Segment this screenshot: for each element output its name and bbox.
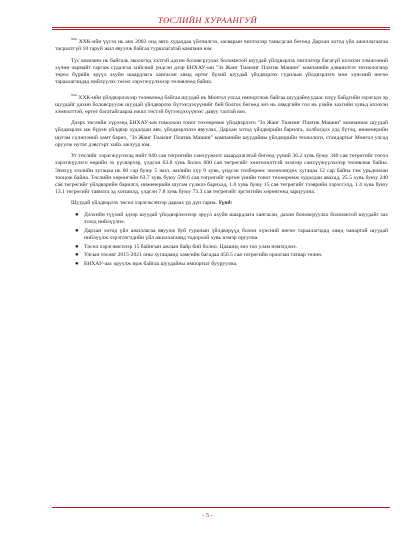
paragraph-text: Дээрх төслийн хүрээнд БНХАУ-ын томоохон тоног төхөөрөмж үйлдвэрлэгч "Зэ Жанг Тианзнг Платик Машин" компаниас шуудай үйлдвэрлэх иж бүрэн үйлдвэр худалдан авч, үйлдвэрлэлээ явуулах, Дархан хотод үйлдвэрийн барилга, холбогдох дэд бүтэц, инженерийн шугам сүлжээний хамт барих, "Зэ Жанг Тианзнг Платик Машин" компанийн шуудайны үйлдвэрийн технологи, стандартыг Монгол улсад оруулж нутаг дэвсгэрт хийх ажлууд юм. [55, 120, 388, 148]
list-item [75, 252, 388, 259]
targets-list [55, 212, 388, 268]
paragraph-plan [55, 58, 388, 86]
paragraph-history [55, 35, 388, 53]
bullet-icon: ● [75, 252, 79, 259]
list-item [75, 228, 388, 242]
paragraph-financing [55, 153, 388, 196]
paragraph-product [55, 91, 388, 116]
company-name-placeholder: ххх [71, 91, 77, 97]
paragraph-scope [55, 120, 388, 148]
list-item [75, 244, 388, 251]
paragraph-text: ХХК-ийн үйлдвэрлэхээр төлөвлөөд байгаа шуудай нь Монгол улсад импортлож байгаа шуудайнуудаас илүү байдгийн зэрэгцээ эр шуудайг дахин боловсруулж шуудай үйлдвэрлэх бүтээгдэхүүнийг бий болгох бөгөөд энэ нь хямдгийн гол нь үзийн захгийн хувьд ихээхэн хэмнэлттэй, өртөг багатайгаараа ижил төстэй бүтээгдэхүүнээс давуу талтай юм. [55, 94, 388, 115]
page-title: ТӨСЛИЙН ХУРААНГУЙ [157, 15, 258, 25]
page-number: - 5 - [202, 512, 213, 519]
bullet-icon: ● [75, 212, 79, 219]
list-item-text: Төсөл хэрэгжиснээр 15 байнгын ажлын байр бий болно. Цаашид энэ тоо улам нэмэгдэнэ. [84, 243, 297, 250]
bullet-icon: ● [75, 227, 79, 234]
document-body [55, 35, 388, 270]
list-item-text: Дэлхийн түүхий эдээр шуудай үйлдвэрлэснээр эрүүл ахуйн шаардлага хангасан, дахин боловсруулах боломжтой шуудайг зах зээлд нийлүүлнэ. [84, 212, 388, 226]
list-item [75, 261, 388, 268]
list-item [75, 212, 388, 226]
company-name-placeholder: ххх [71, 36, 77, 41]
list-item-text: Дархан хотод үйл ажиллагаа явуулж буй гурилын үйлдвэрүүд болон хүнсний нөгөө тараалагчдад хямд чанартай шуудай нийлүүлж хэрэглэгчдийн үйл ажиллагаанд тодорхой хувь нэмэр оруулна. [84, 227, 388, 242]
list-item-text: БНХАУ-аас оруулж ирж байгаа шуудайны импортыг бууруулна. [84, 261, 238, 268]
bullet-icon: ● [75, 243, 79, 250]
targets-intro-text: Шуудай үйлдвэрлэх төсөл хэрэгжсэнээр дараах үр дүн гарна. [71, 200, 217, 207]
list-item-text: Улсын төсөвт 2015-2021 оны хугацаанд хамгийн багадаа 456.5 сая төгрөгийн орлогын татвар төлнө. [84, 252, 323, 259]
footer-rule [52, 507, 390, 508]
bullet-icon: ● [75, 261, 79, 268]
header-rule [52, 27, 390, 28]
targets-label: Үүнд: [218, 200, 233, 207]
paragraph-text: Уг төслийг хэрэгжүүлэхэд нийт 940 сая төгрөгийн санхүүжилт шаардлагатай бөгөөд үүний 36.2 хувь буюу 340 сая төгрөгийг төсөл хэрэгжүүлэгч өөрийн эх үүсвэрээр, үлдсэн 63.8 хувь болох 600 сая төгрөгийг хөнгөлөлттэй зээлээр санхүүжүүлэхээр төлөвлөж байна. Энэхүү зээлийн хугацаа нь 60 сар буюу 5 жил, жилийн хүү 9 хувь, үндсэн төлбөрөөс чөлөөлөгдөх хугацаа 12 сар байна гэж урьдчилан тооцож байна. Төслийн хөрөнгийн 63.7 хувь буюу 598.6 сая төгрөгийг өргөн үнийн тоног төхөөрөмж худалдан авахад, 25.5 хувь буюу 240 сая төгрөгийг үйлдвэрийн барилга, инженерийн шугам сүлжээ барихад, 1.6 хувь буюу 15 сая төгрөгийг тээврийн хэрэгсэлд, 1.4 хувь буюу 13.1 төгрөгийг тавилга эд хогшилд, үлдсэн 7.8 хувь буюу 73.3 сая төгрөгийг эргэлтийн хөрөнгөнд зарцуулна. [55, 153, 388, 195]
targets-intro [55, 200, 388, 207]
paragraph-text: ХХК-ийн үүсэл нь анх 2003 онд авто худалдаа үйлчилгээ, засварын чиглэлээр таньгдсан бөгөөд Дархан хотод үйл ажиллагаагаа тасралтгүй 10 гаруй жил явуулж байгаа туршлагатай компани юм. [55, 38, 388, 52]
paragraph-text: Тус компани нь байгаль экологид хэлтэй дахин боловсруулах боломжтой шуудай үйлдвэрлэх чиглэлээр багагүй ихээхэн хэмжээний хүчин чармайт гаргаж судалгаа хийсний үндсэн дээр БНХАУ-ын "Зэ Жанг Тианзнг Платик Машин" компанийн дэвшилтэт технологиор төрөл бүрийн эрүүл ахуйн шаардлага хангасан хямд өртөг бүхий шуудай үйлдвэрлэх гурилын үйлдвэрлэгч мөн хүнсний нөгөө тараалагчидад нийлүүлэх төсөл хэрэгжүүлэхээр төлөвлөөд байна. [55, 57, 388, 85]
header-rule-thin [52, 29, 390, 30]
